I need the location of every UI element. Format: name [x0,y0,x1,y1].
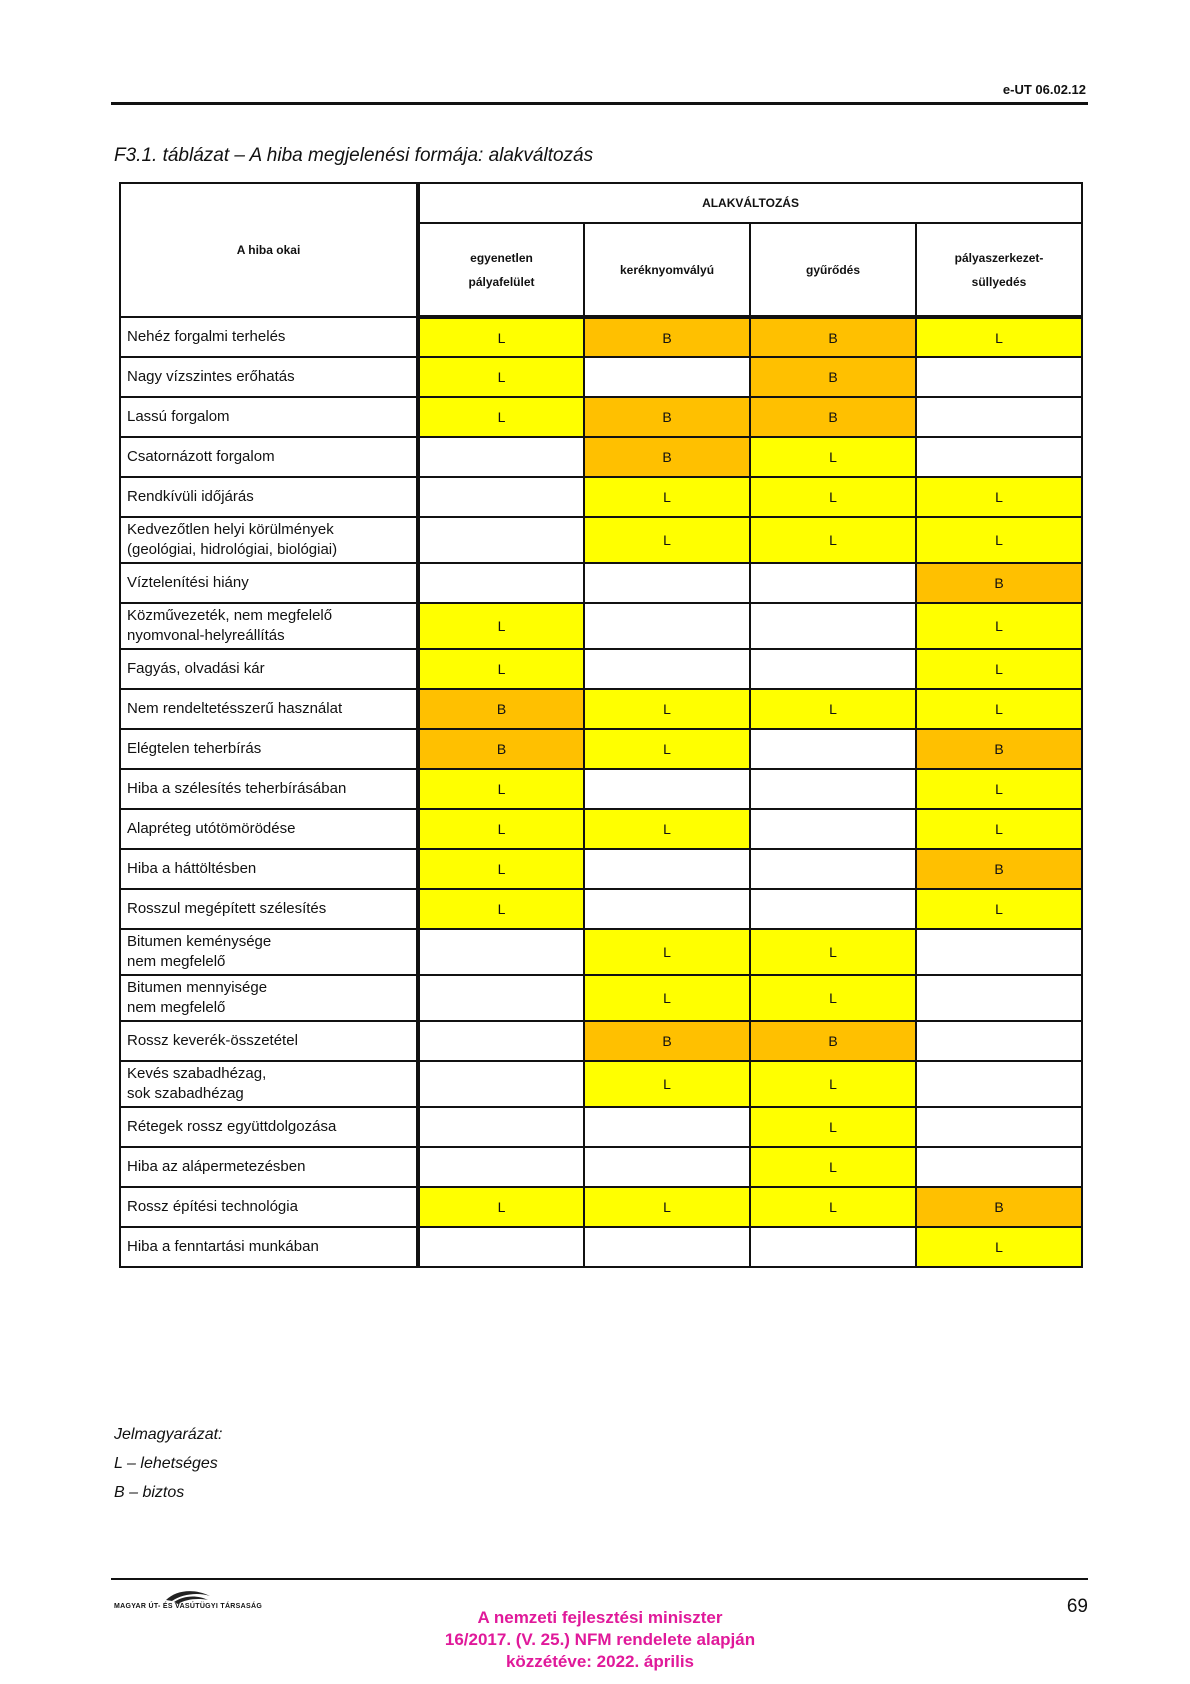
table-row [120,729,1082,769]
value-cell: L [750,1147,916,1187]
value-cell: L [750,689,916,729]
value-cell [584,1107,750,1147]
value-cell: B [750,397,916,437]
value-cell: L [584,517,750,563]
value-cell: B [584,437,750,477]
page-number: 69 [1066,1596,1088,1617]
cause-cell: Hiba az alápermetezésben [120,1147,418,1187]
value-cell: B [584,1021,750,1061]
value-cell [418,563,584,603]
value-cell: B [750,1021,916,1061]
value-cell: L [584,689,750,729]
value-cell [916,357,1082,397]
value-cell [750,769,916,809]
publication-line-1: A nemzeti fejlesztési miniszter [477,1608,723,1627]
value-cell [584,563,750,603]
legend [114,1420,223,1507]
value-cell [584,357,750,397]
value-cell [750,889,916,929]
cause-cell: Rétegek rossz együttdolgozása [120,1107,418,1147]
column-header: egyenetlen pályafelület [418,223,584,317]
value-cell: L [916,603,1082,649]
value-cell: L [750,477,916,517]
table-row [120,1187,1082,1227]
value-cell: L [750,517,916,563]
value-cell [584,1147,750,1187]
publication-line-2: 16/2017. (V. 25.) NFM rendelete alapján [444,1630,756,1649]
value-cell [750,563,916,603]
table-row [120,563,1082,603]
cause-cell: Nem rendeltetésszerű használat [120,689,418,729]
value-cell: L [916,689,1082,729]
value-cell: L [916,809,1082,849]
cause-cell: Kedvezőtlen helyi körülmények (geológiai, hidrológiai, biológiai) [120,517,418,563]
value-cell [916,1021,1082,1061]
value-cell: L [750,975,916,1021]
value-cell [750,1227,916,1267]
value-cell [916,437,1082,477]
value-cell: L [418,809,584,849]
table-row [120,477,1082,517]
value-cell [418,517,584,563]
value-cell [916,1061,1082,1107]
value-cell [584,849,750,889]
column-header: pályaszerkezet- süllyedés [916,223,1082,317]
value-cell: L [418,603,584,649]
value-cell [750,649,916,689]
table-row [120,809,1082,849]
value-cell: L [584,729,750,769]
table-row [120,929,1082,975]
value-cell: L [750,1187,916,1227]
value-cell: L [418,357,584,397]
table-row [120,517,1082,563]
value-cell: B [750,357,916,397]
value-cell: L [750,1107,916,1147]
deformation-table [119,182,1083,1268]
value-cell [418,477,584,517]
table-row [120,689,1082,729]
value-cell: L [418,1187,584,1227]
cause-cell: Hiba a szélesítés teherbírásában [120,769,418,809]
value-cell: L [916,477,1082,517]
cause-cell: Víztelenítési hiány [120,563,418,603]
value-cell [916,1147,1082,1187]
value-cell [418,1061,584,1107]
value-cell [418,975,584,1021]
legend-title: Jelmagyarázat: [114,1426,223,1443]
cause-cell: Rendkívüli időjárás [120,477,418,517]
column-header: keréknyomvályú [584,223,750,317]
value-cell: B [916,729,1082,769]
value-cell [418,1147,584,1187]
table-row [120,603,1082,649]
value-cell [584,649,750,689]
value-cell [418,929,584,975]
cause-cell: Közművezeték, nem megfelelő nyomvonal-helyreállítás [120,603,418,649]
cause-cell: Nagy vízszintes erőhatás [120,357,418,397]
publication-line-3: közzétéve: 2022. április [505,1652,695,1671]
value-cell: L [916,649,1082,689]
document-code: e-UT 06.02.12 [1002,82,1086,97]
cause-cell: Nehéz forgalmi terhelés [120,317,418,357]
value-cell [418,1021,584,1061]
value-cell [584,1227,750,1267]
value-cell: L [584,809,750,849]
value-cell: L [916,1227,1082,1267]
value-cell: L [418,849,584,889]
value-cell: B [750,317,916,357]
table-row [120,1107,1082,1147]
cause-header: A hiba okai [120,183,418,317]
value-cell: L [418,317,584,357]
value-cell: L [584,1187,750,1227]
value-cell: L [584,975,750,1021]
value-cell [750,809,916,849]
table-row [120,357,1082,397]
value-cell: B [584,397,750,437]
value-cell: L [750,929,916,975]
value-cell: L [584,1061,750,1107]
value-cell [916,975,1082,1021]
value-cell: B [418,689,584,729]
legend-item-b: B – biztos [114,1484,185,1501]
cause-cell: Lassú forgalom [120,397,418,437]
value-cell [916,1107,1082,1147]
table-row [120,849,1082,889]
value-cell [418,1107,584,1147]
cause-cell: Alapréteg utótömörödése [120,809,418,849]
table-row [120,769,1082,809]
cause-cell: Rosszul megépített szélesítés [120,889,418,929]
cause-cell: Elégtelen teherbírás [120,729,418,769]
group-header: ALAKVÁLTOZÁS [418,183,1082,223]
cause-cell: Fagyás, olvadási kár [120,649,418,689]
legend-item-l: L – lehetséges [114,1455,218,1472]
value-cell: L [418,397,584,437]
cause-cell: Rossz építési technológia [120,1187,418,1227]
table-row [120,437,1082,477]
cause-cell: Kevés szabadhézag, sok szabadhézag [120,1061,418,1107]
publication-note [320,1607,880,1673]
value-cell [584,603,750,649]
table-row [120,1021,1082,1061]
table-row [120,649,1082,689]
value-cell: B [916,849,1082,889]
value-cell: L [418,769,584,809]
value-cell: L [750,1061,916,1107]
value-cell: B [584,317,750,357]
table-row [120,975,1082,1021]
value-cell: B [916,563,1082,603]
table-row [120,1227,1082,1267]
table-row [120,317,1082,357]
value-cell [584,889,750,929]
value-cell: L [916,317,1082,357]
value-cell [418,1227,584,1267]
value-cell: L [916,889,1082,929]
value-cell: B [916,1187,1082,1227]
value-cell: L [584,477,750,517]
value-cell: L [916,769,1082,809]
value-cell [750,603,916,649]
cause-cell: Csatornázott forgalom [120,437,418,477]
value-cell: B [418,729,584,769]
cause-cell: Bitumen mennyisége nem megfelelő [120,975,418,1021]
cause-cell: Bitumen keménysége nem megfelelő [120,929,418,975]
cause-cell: Hiba a háttöltésben [120,849,418,889]
cause-cell: Hiba a fenntartási munkában [120,1227,418,1267]
table-row [120,1147,1082,1187]
column-header: gyűrődés [750,223,916,317]
table-row [120,889,1082,929]
cause-cell: Rossz keverék-összetétel [120,1021,418,1061]
value-cell [916,929,1082,975]
value-cell: L [916,517,1082,563]
value-cell [916,397,1082,437]
value-cell: L [750,437,916,477]
value-cell: L [418,649,584,689]
table-caption: F3.1. táblázat – A hiba megjelenési formája: alakváltozás [114,145,594,166]
value-cell [418,437,584,477]
footer-rule [111,1578,1088,1580]
value-cell [750,729,916,769]
value-cell: L [584,929,750,975]
header-rule [111,102,1088,105]
publisher-logo-text: MAGYAR ÚT- ÉS VASÚTÜGYI TÁRSASÁG [114,1603,263,1610]
table-row [120,397,1082,437]
publisher-logo-icon [114,1586,264,1616]
value-cell: L [418,889,584,929]
value-cell [750,849,916,889]
value-cell [584,769,750,809]
table-row [120,1061,1082,1107]
